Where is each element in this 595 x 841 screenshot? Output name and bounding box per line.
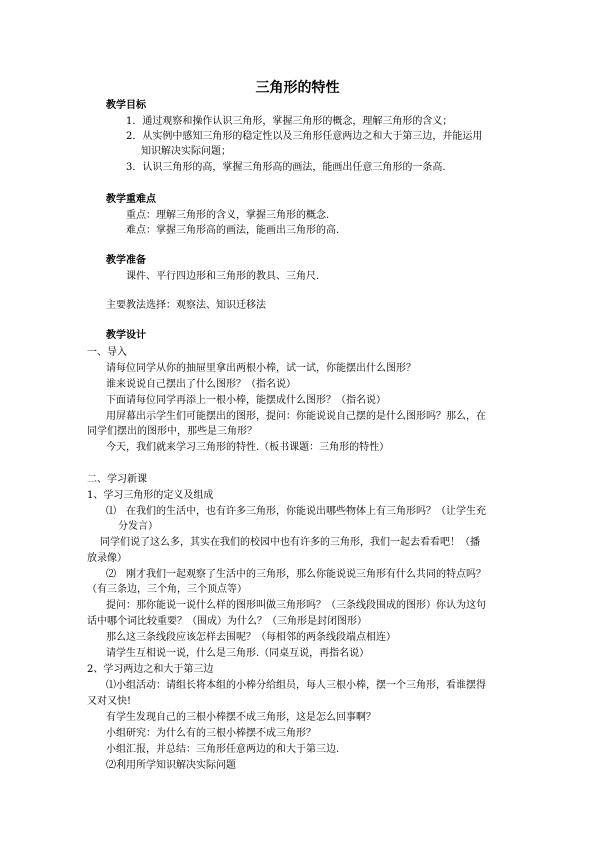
paragraph-line: 那么这三条线段应该怎样去围呢？（每相邻的两条线段端点相连） bbox=[106, 632, 396, 643]
paragraph-line: 同学们说了这么多，其实在我们的校园中也有许多的三角形，我们一起去看看吧！（播 bbox=[100, 537, 480, 548]
section-heading: 一、导入 bbox=[87, 347, 127, 358]
paragraph-line: 今天，我们就来学习三角形的特性.（板书课题：三角形的特性） bbox=[106, 442, 390, 453]
subsection-heading: 2、学习两边之和大于第三边 bbox=[87, 664, 214, 675]
paragraph-line: 难点：掌握三角形高的画法，能画出三角形的高. bbox=[126, 225, 340, 236]
paragraph-line: 主要教法选择：观察法、知识迁移法 bbox=[106, 300, 266, 311]
paragraph-line: ⑵ 刚才我们一起观察了生活中的三角形，那么你能说说三角形有什么共同的特点吗？ bbox=[106, 569, 486, 580]
paragraph-line: （有三条边，三个角，三个顶点等） bbox=[87, 584, 247, 595]
paragraph-line: 放录像） bbox=[87, 553, 127, 564]
paragraph-line: ⑵利用所学知识解决实际问题 bbox=[106, 760, 236, 771]
heading-preparation: 教学准备 bbox=[106, 255, 146, 266]
heading-key-points: 教学重难点 bbox=[106, 194, 156, 205]
document-title: 三角形的特性 bbox=[255, 80, 340, 96]
paragraph-line: ⑴小组活动：请组长将本组的小棒分给组员，每人三根小棒，摆一个三角形，看谁摆得 bbox=[106, 680, 486, 691]
paragraph-line: 知识解决实际问题； bbox=[141, 146, 231, 157]
section-heading: 二、学习新课 bbox=[87, 474, 147, 485]
paragraph-line: 用屏幕出示学生们可能摆出的图形，提问：你能说说自己摆的是什么图形吗？那么，在 bbox=[106, 411, 486, 422]
paragraph-line: 课件、平行四边形和三角形的教具、三角尺. bbox=[126, 271, 320, 282]
paragraph-line: 分发言） bbox=[118, 521, 158, 532]
paragraph-line: 请学生互相说一说，什么是三角形.（同桌互说，再指名说） bbox=[106, 648, 370, 659]
paragraph-line: ⑴ 在我们的生活中，也有许多三角形，你能说出哪些物体上有三角形吗？（让学生充 bbox=[106, 506, 486, 517]
subsection-heading: 1、学习三角形的定义及组成 bbox=[87, 490, 214, 501]
paragraph-line: 小组汇报，并总结：三角形任意两边的和大于第三边. bbox=[106, 744, 340, 755]
paragraph-line: 又对又快! bbox=[87, 696, 132, 707]
heading-design: 教学设计 bbox=[106, 330, 146, 341]
paragraph-line: 3．认识三角形的高，掌握三角形高的画法，能画出任意三角形的一条高. bbox=[126, 162, 446, 173]
paragraph-line: 同学们摆出的图形中，那些是三角形？ bbox=[87, 426, 257, 437]
paragraph-line: 小组研究：为什么有的三根小棒摆不成三角形？ bbox=[106, 728, 316, 739]
paragraph-line: 请每位同学从你的抽屉里拿出两根小棒，试一试，你能摆出什么图形？ bbox=[106, 363, 416, 374]
paragraph-line: 提问：那你能说一说什么样的图形叫做三角形吗？（三条线段围成的图形）你认为这句 bbox=[106, 600, 486, 611]
paragraph-line: 有学生发现自己的三根小棒摆不成三角形，这是怎么回事啊？ bbox=[106, 712, 376, 723]
paragraph-line: 谁来说说自己摆出了什么图形？（指名说） bbox=[106, 379, 296, 390]
paragraph-line: 话中哪个词比较重要？（围成）为什么？（三角形是封闭图形） bbox=[87, 616, 367, 627]
paragraph-line: 1．通过观察和操作认识三角形，掌握三角形的概念，理解三角形的含义； bbox=[126, 116, 453, 127]
paragraph-line: 下面请每位同学再添上一根小棒，能摆成什么图形？（指名说） bbox=[106, 395, 386, 406]
heading-objectives: 教学目标 bbox=[106, 100, 146, 111]
paragraph-line: 重点：理解三角形的含义，掌握三角形的概念. bbox=[126, 210, 330, 221]
paragraph-line: 2．从实例中感知三角形的稳定性以及三角形任意两边之和大于第三边，并能运用 bbox=[126, 131, 483, 142]
